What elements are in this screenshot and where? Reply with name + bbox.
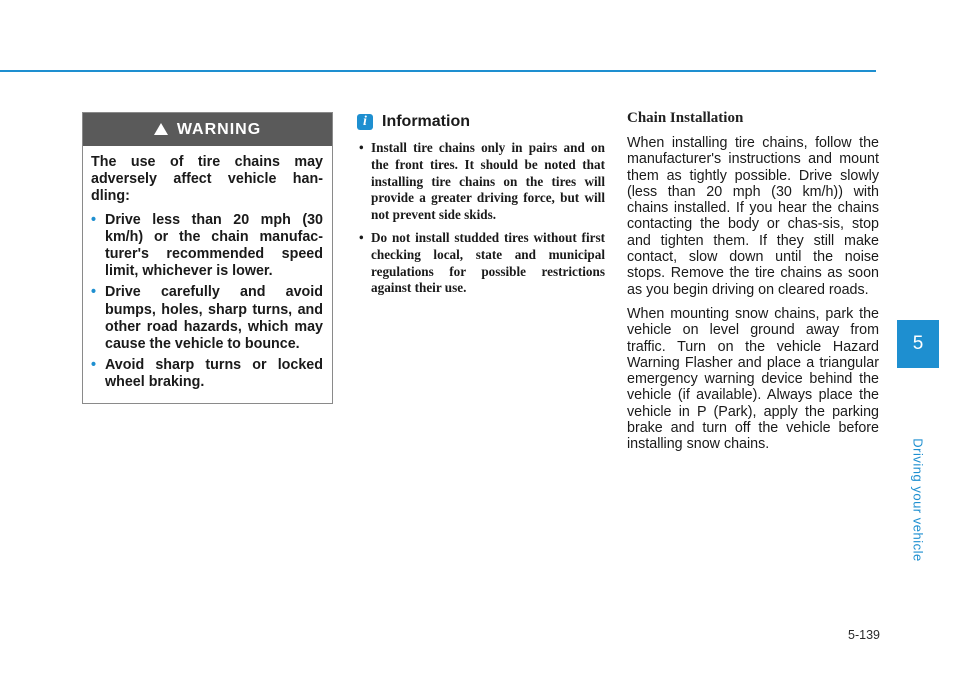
warning-box [82, 112, 333, 404]
information-header [357, 113, 605, 131]
information-section [357, 113, 605, 303]
bullet-icon: • [91, 284, 97, 301]
bullet-icon: • [359, 140, 364, 155]
warning-item: • Drive less than 20 mph (30 km/h) or the chain manufac-turer's recommended speed limit, whichever is lower. [91, 211, 323, 280]
paragraph: When installing tire chains, follow the manufacturer's instructions and mount them as tightly possible. Drive slowly (less than 20 mph (30 km/h)) with chains installed. If you hear the chains contacting the body or chas-sis, stop and tighten them. If they still make contact, slow down until the noise stops. Remove the tire chains as soon as you begin driving on cleared roads. [627, 135, 879, 298]
warning-item: • Drive carefully and avoid bumps, holes, sharp turns, and other road hazards, which may cause the vehicle to bounce. [91, 284, 323, 353]
top-rule [0, 70, 876, 72]
information-title: Information [382, 113, 470, 130]
info-icon: i [357, 114, 373, 130]
chain-installation-section [627, 110, 879, 461]
bullet-icon: • [359, 229, 364, 245]
chapter-tab: 5 [897, 320, 939, 368]
warning-body [83, 146, 332, 392]
bullet-icon: • [91, 211, 97, 228]
information-list [357, 140, 605, 297]
page-number: 5-139 [848, 628, 880, 642]
information-item: • Do not install studded tires without first checking local, state and municipal regulations for possible restrictions against their use. [359, 229, 605, 296]
warning-item: • Avoid sharp turns or locked wheel braking. [91, 357, 323, 391]
paragraph: When mounting snow chains, park the vehicle on level ground away from traffic. Turn on the vehicle Hazard Warning Flasher and place a triangular emergency warning device behind the vehicle (if available). Always place the vehicle in P (Park), apply the parking brake and turn off the vehicle before installing snow chains. [627, 305, 879, 453]
information-item: • Install tire chains only in pairs and on the front tires. It should be noted that installing tire chains on the tires will provide a greater driving force, but will not prevent side skids. [359, 140, 605, 223]
warning-triangle-icon [154, 123, 168, 135]
warning-header-label: WARNING [176, 120, 262, 138]
section-heading: Chain Installation [627, 110, 744, 126]
warning-intro: The use of tire chains may adversely affect vehicle han-dling: [91, 154, 323, 205]
warning-list [91, 212, 323, 392]
chapter-title: Driving your vehicle [910, 438, 926, 562]
bullet-icon: • [91, 357, 97, 374]
warning-header [83, 113, 332, 146]
